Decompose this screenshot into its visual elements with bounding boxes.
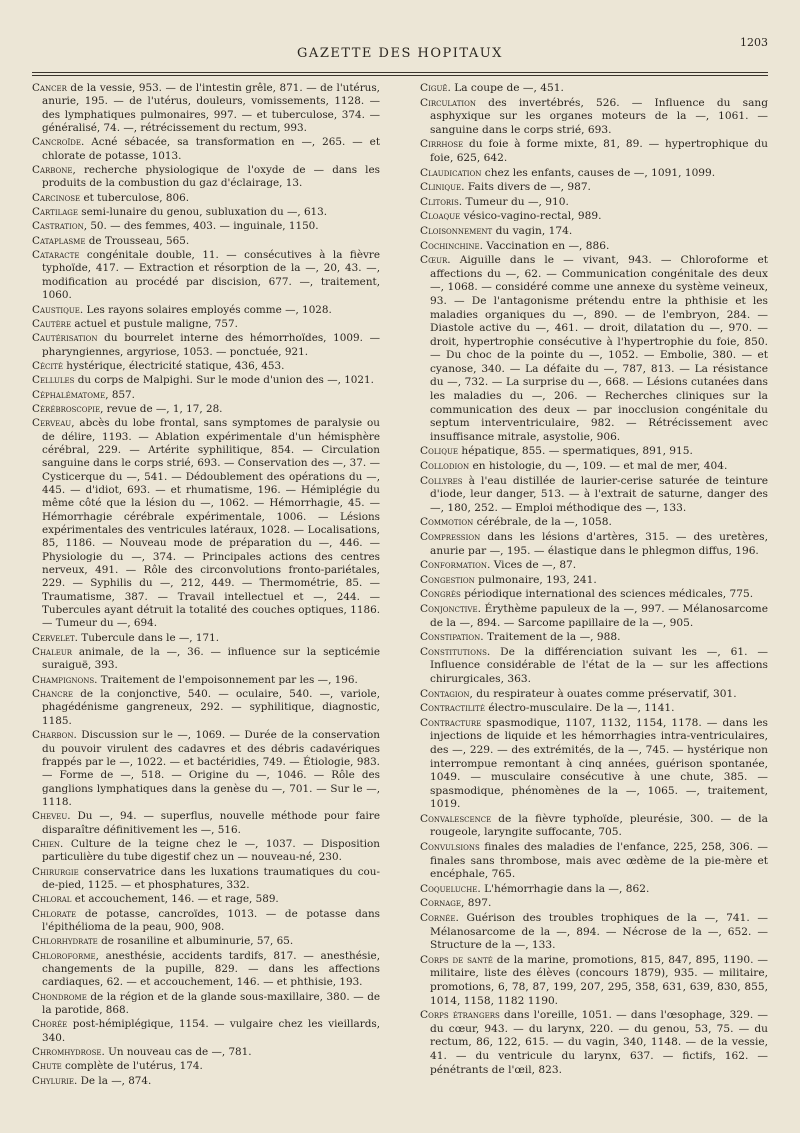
entry-keyword: Constitutions. [420,645,491,658]
entry-text: L'hémorrhagie dans la —, 862. [480,882,650,895]
entry-text: finales des maladies de l'enfance, 225, 258, 306. — finales sans thrombose, mais avec œdème de la pie-mère et encéphale, 765. [430,841,768,881]
entry-text: 857. [108,388,135,401]
entry-text: dans l'oreille, 1051. — dans l'œsophage, 329. — du cœur, 943. — du larynx, 220. — du genou, 53, 75. — du rectum, 86, 122, 615. — du vagin, 340, 1148. — de la vessie, 41. — du ventricule du larynx, 637. — fictifs, 162. — pénétrants de l'œil, 823. [430,1009,768,1076]
index-entry [32,318,380,331]
entry-text: actuel et pustule maligne, 757. [71,317,238,330]
entry-text: de potasse, cancroïdes, 1013. — de potasse dans l'épithélioma de la peau, 900, 908. [42,907,380,933]
index-entry [32,235,380,248]
entry-keyword: Chancre [32,688,73,701]
index-entry [420,1009,768,1077]
entry-keyword: Chlorate [32,907,77,920]
entry-keyword: Cerveau, [32,417,75,430]
entry-keyword: Cloisonnement [420,224,493,237]
index-entry [32,810,380,837]
index-entry [420,516,768,530]
index-entry [32,192,380,205]
entry-text: de la vessie, 953. — de l'intestin grêle, 871. — de l'utérus, anurie, 195. — de l'utérus, douleurs, vomissements, 1128. — des lymphatiques pulmonaires, 997. — et tuberculose, 374. — généralisé, 74. —, rétrécissement du rectum, 993. [42,82,380,135]
entry-keyword: Collyres [420,474,463,487]
index-entry [420,460,768,474]
index-entry [420,210,768,224]
entry-keyword: Colique [420,445,459,458]
entry-keyword: Chromhydrose. [32,1046,105,1059]
entry-keyword: Cancer [32,82,67,94]
index-entry [420,631,768,645]
entry-text: vésico-vagino-rectal, 989. [460,210,602,223]
entry-text: Vices de —, 87. [490,559,577,572]
entry-text: Érythème papuleux de la —, 997. — Mélanosarcome de la —, 894. — Sarcome papillaire de la —, 905. [430,602,768,629]
index-entry [32,304,380,317]
index-entry [420,138,768,165]
entry-keyword: Collodion [420,460,470,473]
entry-keyword: Cartilage [32,206,78,219]
running-title: GAZETTE DES HOPITAUX [297,46,503,61]
index-entry [32,729,380,809]
entry-text: de Trousseau, 565. [85,234,190,247]
entry-text: Du —, 94. — superflus, nouvelle méthode pour faire disparaître définitivement les —, 516. [42,810,380,836]
entry-keyword: Cataracte [32,249,80,262]
entry-keyword: Commotion [420,516,474,529]
entry-keyword: Convalescence [420,812,492,825]
index-entry [32,1060,380,1073]
entry-keyword: Cirrhose [420,138,464,151]
entry-keyword: Carcinose [32,191,81,204]
index-entry [420,196,768,210]
entry-keyword: Cochinchine. [420,239,484,252]
entry-keyword: Contracture [420,716,482,729]
entry-keyword: Cloaque [420,210,461,223]
entry-keyword: Cervelet. [32,631,78,644]
entry-text: De la différenciation suivant les —, 61. — Influence considérable de l'état de la — sur les affections chirurgicales, 363. [430,645,768,685]
entry-keyword: Chien. [32,837,64,850]
entry-keyword: Charbon. [32,729,77,742]
index-entry [32,935,380,948]
entry-keyword: Chloral [32,893,72,906]
page-header [32,28,768,68]
entry-keyword: Chorée [32,1018,68,1031]
page-number: 1203 [740,36,768,49]
index-entry [32,1075,380,1088]
entry-keyword: Coqueluche. [420,882,481,895]
entry-text: 50. — des femmes, 403. — inguinale, 1150. [87,220,319,233]
index-entry [32,991,380,1018]
entry-keyword: Chute [32,1060,62,1073]
index-entry [420,97,768,138]
index-entry [420,954,768,1008]
entry-keyword: Céphalématome, [32,388,109,401]
entry-text: de la marine, promotions, 815, 847, 895, 1190. — militaire, liste des élèves (concours 1879), 935. — militaire, promotions, 6, 78, 87, 199, 207, 295, 358, 631, 639, 830, 855, 1014, 1158, 1182 1190. [430,953,768,1007]
entry-text: recherche physiologique de l'oxyde de — dans les produits de la combustion du gaz d'éclairage, 13. [42,164,380,190]
index-entry [420,445,768,459]
index-entry [32,206,380,219]
entry-text: à l'eau distillée de laurier-cerise saturée de teinture d'iode, leur danger, 513. — à l'extrait de saturne, danger des —, 180, 252. — Emploi méthodique des —, 133. [430,474,768,514]
index-entry [32,688,380,728]
index-entry [32,389,380,402]
entry-text: conservatrice dans les luxations traumatiques du cou-de-pied, 1125. — et phosphatures, 332. [42,865,380,891]
index-entry [420,181,768,195]
entry-keyword: Caustique. [32,303,84,316]
index-entry [420,254,768,444]
index-entry [32,360,380,373]
entry-text: des invertébrés, 526. — Influence du sang asphyxique sur les organes moteurs de la —, 1061. — sanguine dans le corps strié, 693. [430,96,768,136]
entry-text: Aiguille dans le — vivant, 943. — Chloroforme et affections du —, 62. — Communication congénitale des deux —, 1068. — considéré comme une annexe du système veineux, 93. — De l'antagonisme prétendu entre la phthisie et les maladies organiques du —, 890. — de l'embryon, 284. — Diastole active du —, 461. — droit, dilatation du —, 970. — droit, hypertrophie consécutive à l'hypertrophie du foie, 850. — Du choc de la pointe du —, 1052. — Embolie, 380. — et cyanose, 340. — La défaite du —, 787, 813. — La résistance du —, 732. — La surprise du —, 668. — Lésions cutanées dans les maladies du —, 206. — Recherches cliniques sur la communication des deux — par inocclusion congénitale du septum interventriculaire, 982. — Rétrécissement avec insuffisance mitrale, asystolie, 906. [430,254,768,443]
entry-keyword: Castration, [32,220,88,233]
index-entry [420,841,768,882]
index-entry [32,950,380,990]
entry-text: Tumeur du —, 910. [462,195,569,208]
entry-text: de la conjonctive, 540. — oculaire, 540. —, variole, phagédénisme gangreneux, 292. — syphilitique, diagnostic, 1185. [42,688,380,727]
index-entry [420,588,768,602]
entry-text: électro-musculaire. De la —, 1141. [484,702,675,715]
entry-keyword: Carbone, [32,164,76,177]
entry-keyword: Conformation. [420,559,491,572]
entry-keyword: Cancroïde. [32,136,85,149]
entry-keyword: Compression [420,531,481,543]
entry-text: et tuberculose, 806. [80,191,190,204]
entry-keyword: Contagion, [420,687,473,700]
index-entry [420,813,768,840]
entry-keyword: Congestion [420,573,475,586]
entry-text: en histologie, du —, 109. — et mal de mer, 404. [469,460,728,473]
index-entry [420,559,768,573]
index-entry [420,717,768,812]
entry-text: semi-lunaire du genou, subluxation du —, 613. [78,206,328,219]
entry-text: abcès du lobe frontal, sans symptomes de paralysie ou de délire, 1193. — Ablation expérimentale d'un hémisphère cérébral, 229. — Artérite syphilitique, 854. — Circulation sanguine dans le corps strié, 693. — Conservation des —, 37. — Cysticerque du —, 541. — Dédoublement des opérations du —, 445. — d'idiot, 693. — et rhumatisme, 196. — Hémiplégie du même côté que la lésion du —, 1062. — Hémorrhagie, 45. — Hémorrhagie cérébrale expérimentale, 1006. — Lésions expérimentales des ventricules latéraux, 1028. — Localisations, 85, 1186. — Nouveau mode de préparation du —, 446. — Physiologie du —, 374. — Principales actions des centres nerveux, 491. — Rôle des circonvolutions fronto-pariétales, 229. — Syphilis du —, 212, 449. — Thermométrie, 85. — Traumatisme, 387. — Travail intellectuel et —, 244. — Tubercules ayant détruit la totalité des couches optiques, 1186. — Tumeur du —, 694. [42,417,380,630]
entry-text: post-hémiplégique, 1154. — vulgaire chez les vieillards, 340. [42,1018,380,1044]
entry-keyword: Ciguë. [420,82,451,94]
entry-keyword: Chlorhydrate [32,935,98,948]
index-entry [420,240,768,254]
entry-keyword: Convulsions [420,841,480,854]
entry-text: congénitale double, 11. — consécutives à la fièvre typhoïde, 417. — Extraction et résorption de la —, 20, 43. —, modification au procédé par discision, 677. —, traitement, 1060. [42,249,380,302]
entry-keyword: Cornage, [420,897,465,910]
entry-text: Guérison des troubles trophiques de la —, 741. — Mélanosarcome de la —, 894. — Nécrose de la —, 652. — Structure de la —, 133. [430,912,768,952]
entry-keyword: Claudication [420,166,482,179]
index-entry [32,646,380,673]
entry-keyword: Clitoris. [420,195,463,208]
index-entry [420,167,768,181]
entry-text: Un nouveau cas de —, 781. [104,1046,252,1059]
index-entry [420,883,768,897]
entry-keyword: Chylurie. [32,1074,78,1087]
index-entry [32,1046,380,1059]
entry-text: Vaccination en —, 886. [483,239,610,252]
entry-keyword: Chaleur [32,646,73,659]
entry-keyword: Cautère [32,317,72,330]
entry-keyword: Clinique. [420,181,465,194]
entry-keyword: Circulation [420,96,477,109]
entry-text: Les rayons solaires employés comme —, 1028. [83,303,332,316]
index-entry [32,374,380,387]
index-entry [32,893,380,906]
entry-text: dans les lésions d'artères, 315. — des uretères, anurie par —, 195. — élastique dans le phlegmon diffus, 196. [430,531,768,557]
index-entry [420,603,768,630]
entry-text: anesthésie, accidents tardifs, 817. — anesthésie, changements de la pupille, 829. — dans les affections cardiaques, 62. — et accouchement, 146. — et phthisie, 193. [42,949,380,989]
entry-text: et accouchement, 146. — et rage, 589. [71,893,279,906]
entry-keyword: Chirurgie [32,865,79,878]
index-entry [420,475,768,516]
index-entry [420,82,768,96]
index-entry [32,249,380,302]
index-entry [420,702,768,716]
entry-text: La coupe de —, 451. [450,82,564,94]
entry-text: pulmonaire, 193, 241. [474,573,597,586]
entry-text: complète de l'utérus, 174. [61,1060,203,1073]
entry-keyword: Cautérisation [32,332,98,345]
header-rule-bottom [32,75,768,76]
entry-text: 897. [464,897,492,910]
entry-keyword: Cœur. [420,254,451,267]
header-rule-top [32,72,768,73]
entry-keyword: Cataplasme [32,234,86,247]
index-entry [32,82,380,135]
index-entry [420,897,768,911]
entry-keyword: Chloroforme, [32,949,99,962]
entry-text: spasmodique, 1107, 1132, 1154, 1178. — dans les injections de liquide et les hémorrhagies intra-ventriculaires, des —, 229. — des extrémités, de la —, 745. — hystérique non interrompue remontant à cinq années, guérison spontanée, 1049. — musculaire consécutive à une chute, 385. — spasmodique, phénomènes de la —, 1065. —, traitement, 1019. [430,716,768,811]
entry-text: de la région et de la glande sous-maxillaire, 380. — de la parotide, 868. [42,990,380,1017]
entry-text: revue de —, 1, 17, 28. [103,402,223,415]
entry-text: Tubercule dans le —, 171. [77,631,220,644]
entry-text: hépatique, 855. — spermatiques, 891, 915. [458,445,693,458]
index-entry [32,403,380,416]
entry-keyword: Cellules [32,374,75,387]
entry-text: Traitement de l'empoisonnement par les —, 196. [97,673,358,686]
entry-keyword: Champignons. [32,673,98,686]
index-entry [32,136,380,163]
index-entry [32,1018,380,1045]
index-entry [32,632,380,645]
entry-text: Discussion sur le —, 1069. — Durée de la conservation du pouvoir virulent des cadavres et des débris cadavériques frappés par le —, 1022. — et bactéridies, 749. — Étiologie, 983. — Forme de —, 518. — Origine du —, 1046. — Rôle des ganglions lymphatiques dans la genèse du —, 701. — Sur le —, 1118. [42,729,380,808]
entry-text: Acné sébacée, sa transformation en —, 265. — et chlorate de potasse, 1013. [42,136,380,162]
index-entry [32,674,380,687]
index-entry [420,688,768,702]
entry-text: animale, de la —, 36. — influence sur la septicémie suraiguë, 393. [42,646,380,672]
index-entry [420,912,768,953]
entry-text: Faits divers de —, 987. [464,181,591,194]
entry-keyword: Corps de santé [420,953,493,966]
entry-text: de rosaniline et albuminurie, 57, 65. [97,935,294,948]
entry-keyword: Constipation. [420,631,484,644]
index-entry [420,574,768,588]
entry-keyword: Cheveu. [32,810,71,823]
index-entry [420,225,768,239]
entry-keyword: Cornée. [420,912,459,925]
entry-text: hystérique, électricité statique, 436, 453. [62,359,285,372]
entry-text: de la fièvre typhoïde, pleurésie, 300. — de la rougeole, laryngite suffocante, 705. [430,812,768,839]
entry-text: Culture de la teigne chez le —, 1037. — Disposition particulière du tube digestif chez un — nouveau-né, 230. [42,837,380,864]
entry-text: du foie à forme mixte, 81, 89. — hypertrophique du foie, 625, 642. [430,138,768,164]
entry-text: Traitement de la —, 988. [483,631,621,644]
entry-text: De la —, 874. [77,1074,152,1087]
entry-text: du vagin, 174. [492,224,573,237]
entry-text: du respirateur à ouates comme préservatif, 301. [472,687,737,700]
entry-keyword: Chondrome [32,990,87,1003]
index-entry [32,908,380,935]
index-entry [32,417,380,631]
left-column [32,82,380,1089]
entry-keyword: Cérébroscopie, [32,402,104,415]
entry-keyword: Congrès [420,588,461,601]
entry-keyword: Contractilité [420,702,485,715]
right-column [420,82,768,1078]
entry-text: cérébrale, de la —, 1058. [473,516,612,529]
entry-text: périodique international des sciences médicales, 775. [460,588,754,601]
index-entry [32,332,380,359]
index-entry [32,838,380,865]
entry-keyword: Corps étrangers [420,1009,500,1022]
index-entry [32,164,380,191]
index-entry [32,220,380,233]
entry-keyword: Cécité [32,359,63,372]
entry-text: chez les enfants, causes de —, 1091, 1099. [481,166,716,179]
entry-text: du corps de Malpighi. Sur le mode d'union des —, 1021. [74,374,374,387]
entry-keyword: Conjonctive. [420,602,481,615]
index-entry [32,866,380,893]
entry-text: du bourrelet interne des hémorrhoïdes, 1009. — pharyngiennes, argyriose, 1053. — ponctuée, 921. [42,332,380,358]
index-entry [420,646,768,687]
index-entry [420,531,768,558]
